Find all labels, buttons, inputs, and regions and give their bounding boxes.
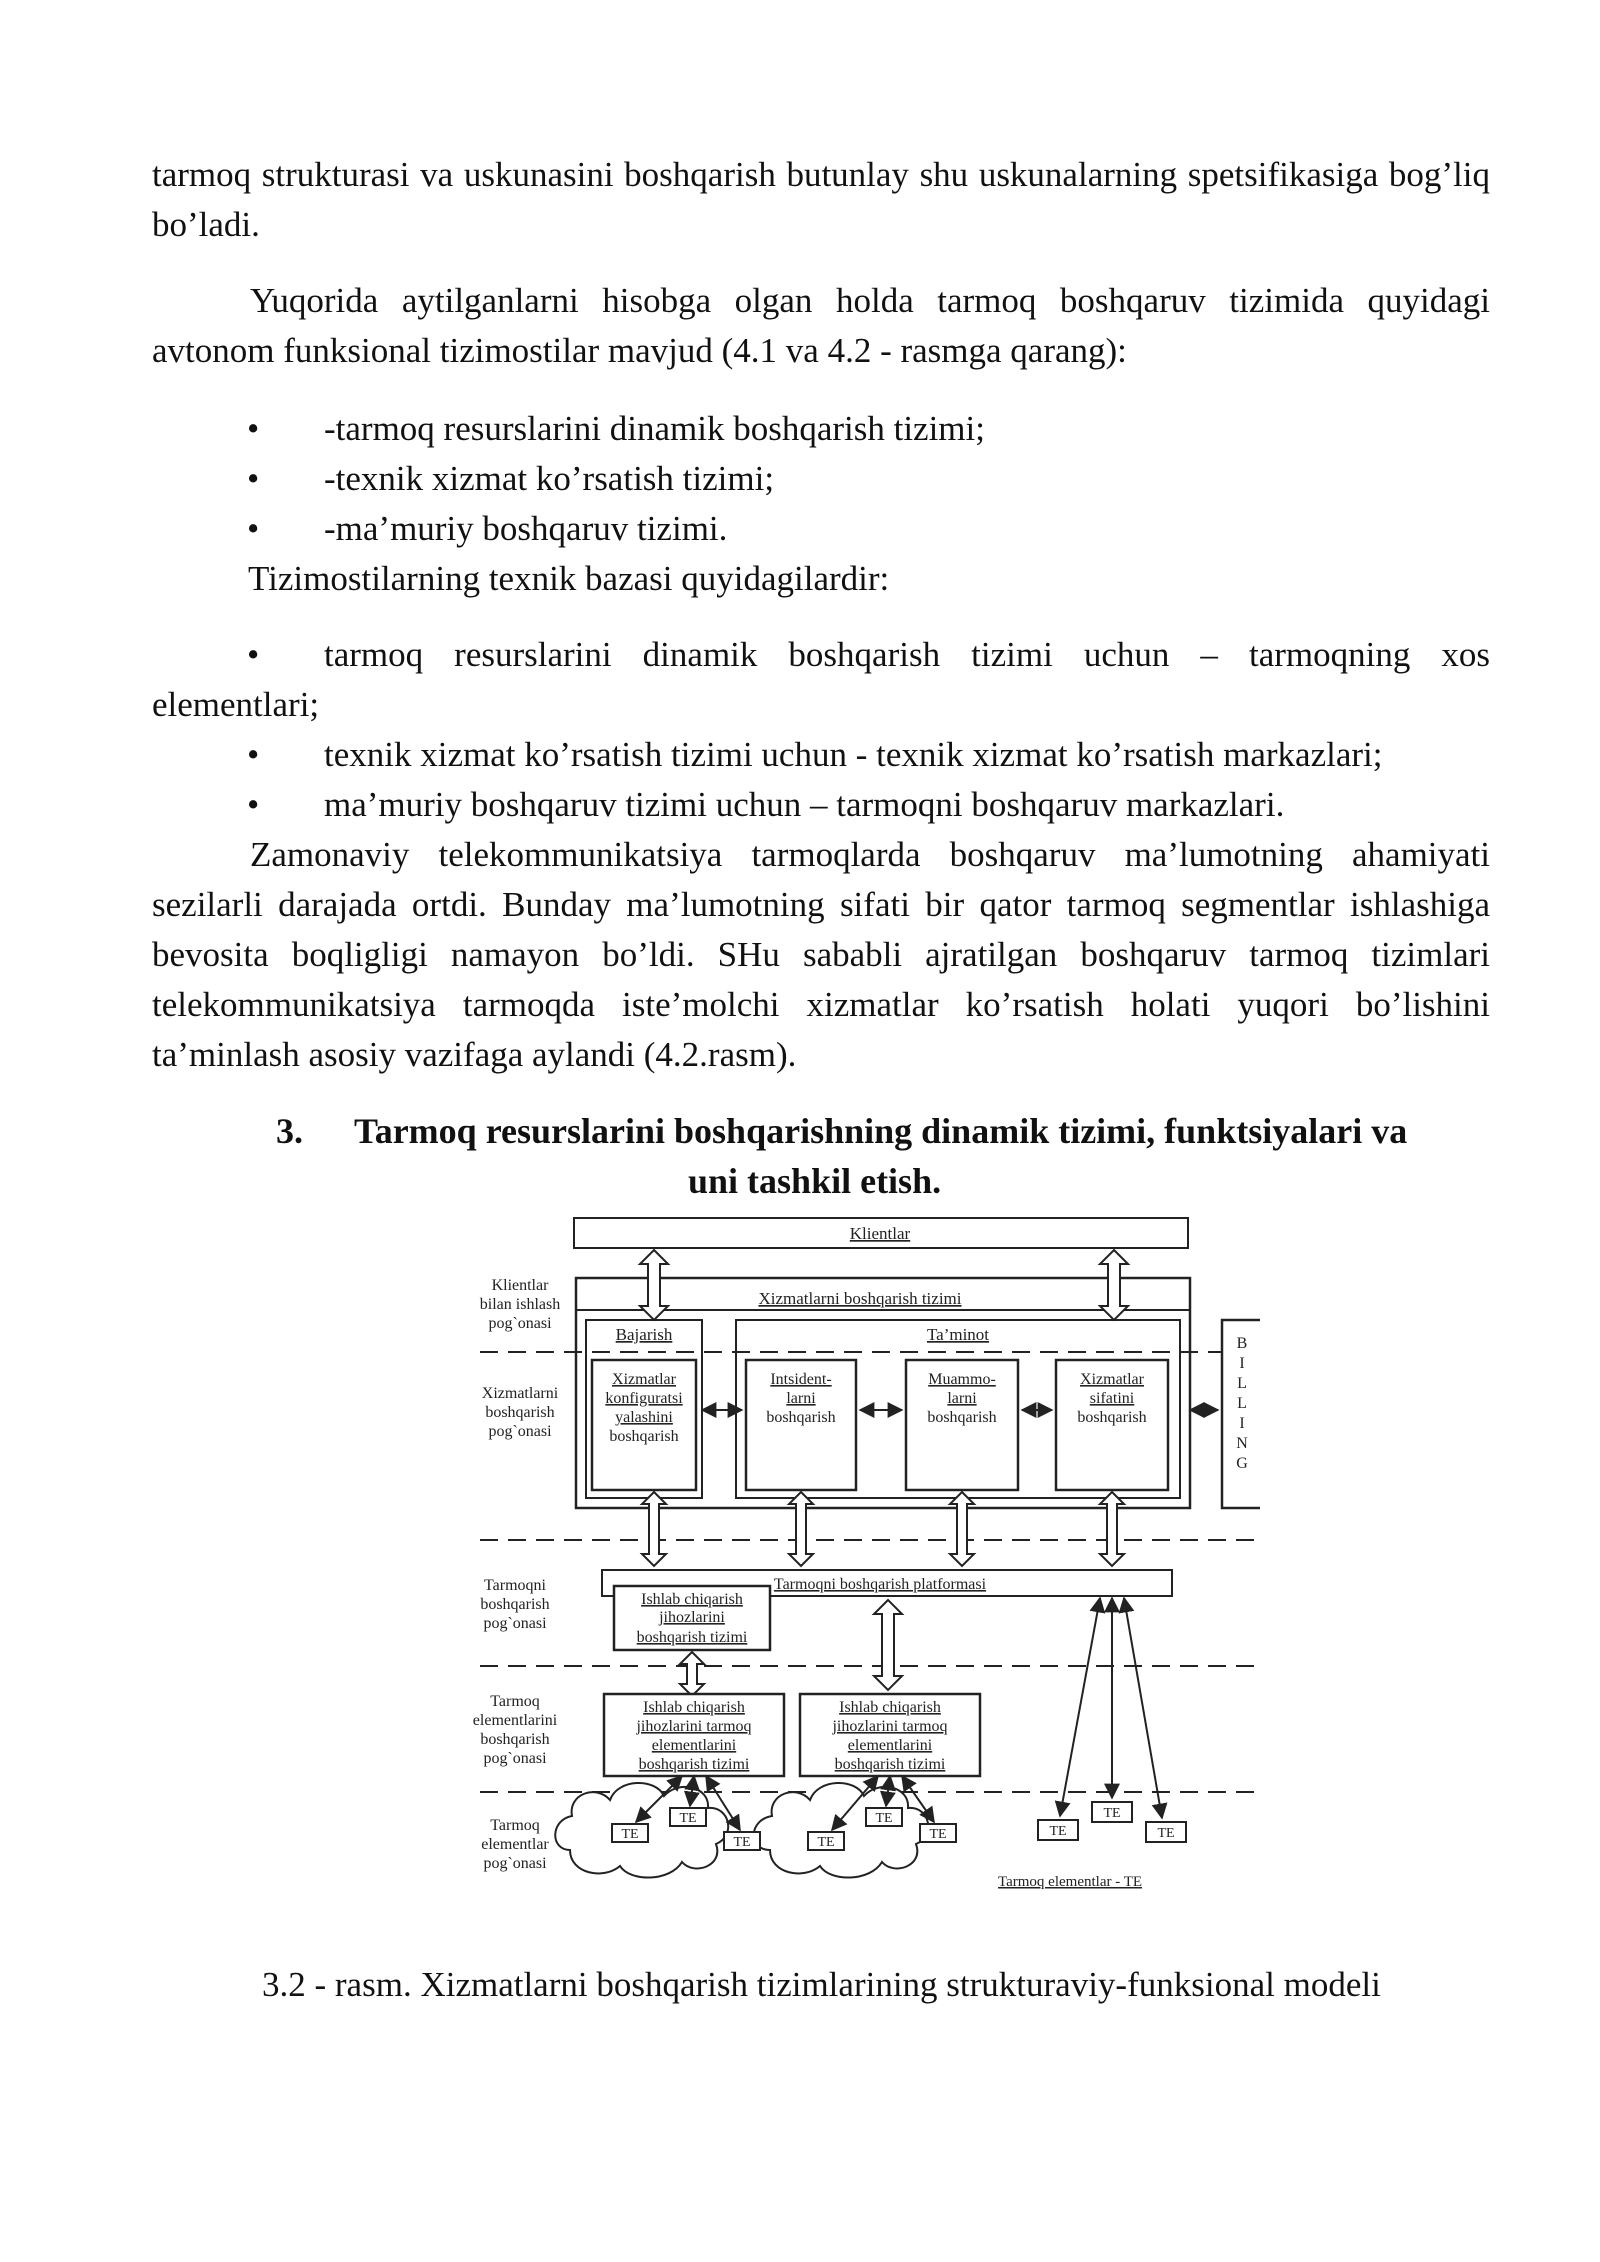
bajarish-label: Bajarish [615,1325,673,1344]
billing-letter: B [1236,1335,1248,1352]
te-legend: Tarmoq elementlar - TE [997,1874,1143,1890]
box-line: Intsident- [770,1371,832,1388]
figure-caption: 3.2 - rasm. Xizmatlarni boshqarish tizimlarining strukturaviy-funksional modeli [262,1965,1381,2004]
box-line: jihozlarini [659,1609,725,1626]
box-line: boshqarish [609,1428,679,1445]
list2-item-1 [152,630,1490,680]
structural-diagram [460,1210,1260,1910]
platform-te-arrows [1060,1598,1162,1818]
label-line: boshqarish [485,1404,555,1421]
box-line: sifatini [1089,1390,1135,1407]
te-label: TE [817,1835,835,1850]
billing-letter: N [1236,1435,1248,1452]
te-label: TE [621,1827,639,1842]
box-line: Xizmatlar [1080,1371,1144,1388]
list-item-text: texnik xizmat ko’rsatish tizimi uchun - texnik xizmat ko’rsatish markazlari; [324,735,1383,774]
list1-item-3 [152,504,1490,554]
box-line: larni [947,1390,977,1407]
te-label: TE [679,1811,697,1826]
heading-line-2: uni tashkil etish. [688,1161,942,1201]
te-label: TE [1103,1806,1121,1821]
heading-number: 3. [276,1111,303,1151]
te-label: TE [733,1835,751,1850]
label-line: elementlar [481,1836,549,1853]
list-item-text: tarmoq resurslarini dinamik boshqarish tizimi uchun – tarmoqning xos [324,635,1490,674]
box-line: elementlarini [847,1737,933,1754]
box-line: yalashini [615,1409,673,1426]
list-item-text: -ma’muriy boshqaruv tizimi. [324,509,728,548]
list-item-text: ma’muriy boshqaruv tizimi uchun – tarmoqni boshqaruv markazlari. [324,785,1285,824]
list2-item-2 [152,730,1490,780]
left-label-4 [473,1693,558,1767]
label-line: Tarmoqni [484,1577,546,1594]
network-cloud-2 [754,1783,928,1878]
box-line: Ishlab chiqarish [839,1699,941,1716]
paragraph-2: Yuqorida aytilganlarni hisobga olgan holda tarmoq boshqaruv tizimida quyidagi avtonom funksional tizimostilar mavjud (4.1 va 4.2 - rasmga qarang): [152,281,1490,370]
label-line: pog`onasi [483,1750,547,1767]
taminot-label: Ta’minot [926,1325,990,1344]
left-label-5 [481,1817,549,1872]
list2-item-1-continuation: elementlari; [152,685,320,724]
klientlar-label: Klientlar [849,1224,911,1243]
list1-item-2 [152,454,1490,504]
bullet-icon: • [247,785,260,824]
box-line: boshqarish [927,1409,997,1426]
paragraph-4: Zamonaviy telekommunikatsiya tarmoqlarda boshqaruv ma’lumotning ahamiyati sezilarli darajada ortdi. Bunday ma’lumotning sifati bir qator tarmoq segmentlar ishlashiga bevosita boqligligi namayon bo’ldi. SHu sababli ajratilgan boshqaruv tarmoq tizimlari telekommunikatsiya tarmoqda iste’molchi xizmatlar ko’rsatish holati yuqori bo’lishini ta’minlash asosiy vazifaga aylandi (4.2.rasm). [152,835,1490,1074]
box-line: konfiguratsi [605,1390,683,1407]
box-line: elementlarini [651,1737,737,1754]
box-line: boshqarish [766,1409,836,1426]
services-system-label: Xizmatlarni boshqarish tizimi [758,1289,962,1308]
heading-line-1: Tarmoq resurslarini boshqarishning dinamik tizimi, funktsiyalari va [354,1111,1408,1151]
bullet-icon: • [247,459,260,498]
paragraph-3: Tizimostilarning texnik bazasi quyidagilardir: [248,559,890,598]
label-line: bilan ishlash [479,1296,561,1313]
bullet-icon: • [247,409,260,448]
box-line: Ishlab chiqarish [641,1591,743,1608]
box-line: Ishlab chiqarish [643,1699,745,1716]
bullet-icon: • [247,735,260,774]
box-line: boshqarish tizimi [636,1629,748,1646]
left-label-2 [482,1385,559,1440]
bullet-icon: • [247,509,260,548]
label-line: Tarmoq [490,1693,540,1710]
label-line: pog`onasi [483,1855,547,1872]
box-line: jihozlarini tarmoq [636,1718,752,1735]
left-label-1 [480,1277,560,1332]
paragraph-1: tarmoq strukturasi va uskunasini boshqarish butunlay shu uskunalarning spetsifikasiga bog’liq bo’ladi. [152,155,1490,244]
bullet-icon: • [247,635,260,674]
hollow-arrow [642,1492,1124,1566]
billing-letter: I [1239,1415,1245,1432]
label-line: Klientlar [491,1277,549,1294]
box-line: Muammo- [928,1371,996,1388]
list1-item-1 [152,404,1490,454]
label-line: boshqarish [480,1731,550,1748]
billing-letter: L [1237,1395,1247,1412]
te-label: TE [875,1811,893,1826]
label-line: pog`onasi [483,1615,547,1632]
billing-letter: G [1236,1455,1248,1472]
te-group-3 [1038,1802,1186,1842]
list-item-text: -tarmoq resurslarini dinamik boshqarish tizimi; [324,409,985,448]
billing-letter: L [1237,1375,1247,1392]
box-line: boshqarish tizimi [638,1756,750,1773]
label-line: boshqarish [480,1596,550,1613]
list2-item-3 [152,780,1490,830]
box-line: boshqarish [1077,1409,1147,1426]
te-label: TE [929,1827,947,1842]
left-label-3 [480,1577,549,1632]
box-line: Xizmatlar [612,1371,676,1388]
platform-label: Tarmoqni boshqarish platformasi [773,1576,987,1593]
list-item-text: -texnik xizmat ko’rsatish tizimi; [324,459,775,498]
box-line: larni [786,1390,816,1407]
box-line: boshqarish tizimi [834,1756,946,1773]
billing-letter: I [1239,1355,1245,1372]
box-line: jihozlarini tarmoq [832,1718,948,1735]
label-line: pog`onasi [488,1423,552,1440]
te-label: TE [1157,1826,1175,1841]
label-line: Tarmoq [490,1817,540,1834]
label-line: Xizmatlarni [481,1385,559,1402]
label-line: elementlarini [472,1712,558,1729]
te-label: TE [1049,1824,1067,1839]
label-line: pog`onasi [488,1315,552,1332]
